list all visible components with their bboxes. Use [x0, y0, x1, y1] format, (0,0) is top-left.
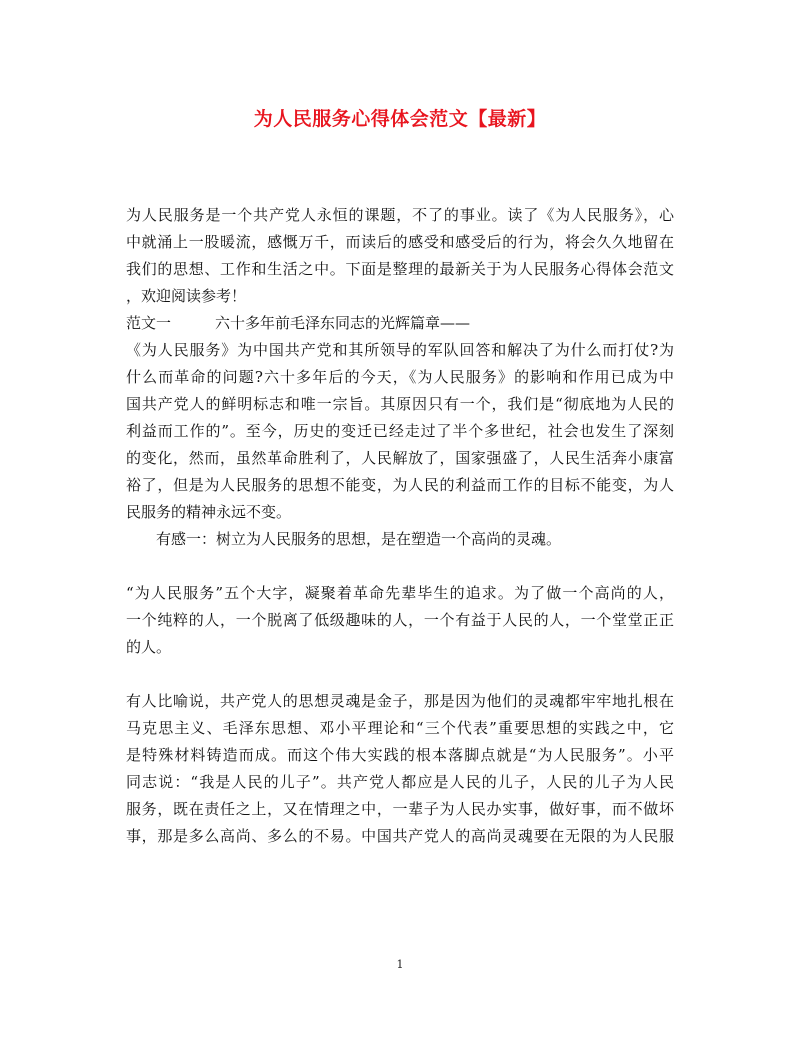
- text-line: 《为人民服务》为中国共产党和其所领导的军队回答和解决了为什么而打仗?为: [126, 341, 674, 359]
- text-line: 我们的思想、工作和生活之中。下面是整理的最新关于为人民服务心得体会范文: [126, 260, 674, 278]
- text-line: 一个纯粹的人，一个脱离了低级趣味的人，一个有益于人民的人，一个堂堂正正: [126, 611, 674, 629]
- subheading-feeling: 有感一：树立为人民服务的思想，是在塑造一个高尚的灵魂。: [156, 530, 562, 548]
- text-line: 什么而革命的问题?六十多年后的今天，《为人民服务》的影响和作用已成为中: [126, 368, 674, 386]
- text-line: 国共产党人的鲜明标志和唯一宗旨。其原因只有一个，我们是“彻底地为人民的: [126, 395, 674, 413]
- text-line: 马克思主义、毛泽东思想、邓小平理论和“三个代表”重要思想的实践之中，它: [126, 719, 674, 737]
- text-line: “为人民服务”五个大字，凝聚着革命先辈毕生的追求。为了做一个高尚的人，: [126, 584, 674, 602]
- document-body: [126, 202, 674, 850]
- text-line: 裕了，但是为人民服务的思想不能变，为人民的利益而工作的目标不能变，为人: [126, 476, 674, 494]
- text-line: 是特殊材料铸造而成。而这个伟大实践的根本落脚点就是“为人民服务”。小平: [126, 746, 674, 764]
- text-line: 中就涌上一股暖流，感慨万千，而读后的感受和感受后的行为，将会久久地留在: [126, 233, 674, 251]
- section-heading: [126, 310, 674, 337]
- text-line: 同志说：“我是人民的儿子”。共产党人都应是人民的儿子，人民的儿子为人民: [126, 773, 674, 791]
- text-line: 的人。: [126, 638, 172, 656]
- text-line: 服务，既在责任之上，又在情理之中，一辈子为人民办实事，做好事，而不做坏: [126, 800, 674, 818]
- text-line: 为人民服务是一个共产党人永恒的课题，不了的事业。读了《为人民服务》，心: [126, 206, 674, 224]
- section-label: 范文一: [126, 314, 172, 332]
- text-line: 事，那是多么高尚、多么的不易。中国共产党人的高尚灵魂要在无限的为人民服: [126, 827, 674, 845]
- text-line: 民服务的精神永远不变。: [126, 503, 292, 521]
- document-title: 为人民服务心得体会范文【最新】: [253, 108, 547, 130]
- text-line: 有人比喻说，共产党人的思想灵魂是金子，那是因为他们的灵魂都牢牢地扎根在: [126, 692, 674, 710]
- section-heading-text: 六十多年前毛泽东同志的光辉篇章——: [215, 314, 471, 332]
- page-number: 1: [396, 958, 404, 971]
- text-line: 利益而工作的”。至今，历史的变迁已经走过了半个多世纪，社会也发生了深刻: [126, 422, 674, 440]
- paragraph-gap: [126, 553, 674, 580]
- text-line: ，欢迎阅读参考！: [126, 287, 247, 305]
- text-line: 的变化，然而，虽然革命胜利了，人民解放了，国家强盛了，人民生活奔小康富: [126, 449, 674, 467]
- paragraph-gap: [126, 661, 674, 688]
